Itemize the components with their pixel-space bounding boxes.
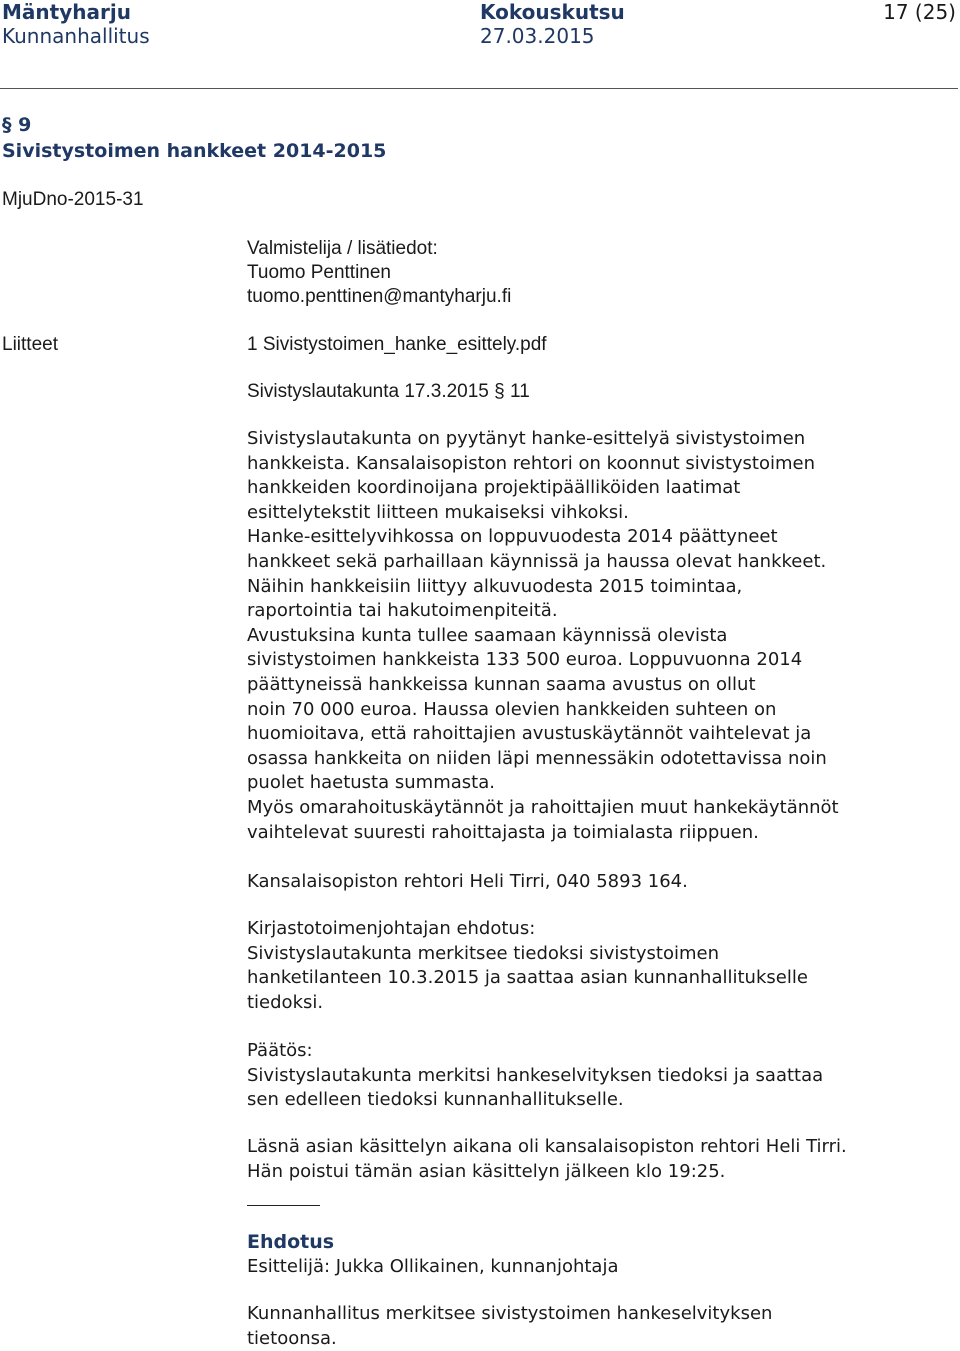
body-line: osassa hankkeita on niiden läpi mennessäkin odotettavissa noin bbox=[247, 747, 827, 769]
section-number-row bbox=[2, 112, 386, 138]
proposal-line: hanketilanteen 10.3.2015 ja saattaa asian kunnanhallitukselle bbox=[247, 967, 808, 989]
meeting-reference bbox=[247, 380, 530, 404]
preparer-label: Valmistelija / lisätiedot: bbox=[247, 238, 438, 259]
attachment-item[interactable]: 1 Sivistystoimen_hanke_esittely.pdf bbox=[247, 334, 547, 355]
preparer-email[interactable]: tuomo.penttinen@mantyharju.fi bbox=[247, 286, 512, 307]
body-paragraph bbox=[247, 427, 947, 845]
body-line: päättyneissä hankkeissa kunnan saama avustus on ollut bbox=[247, 673, 756, 695]
body-line: Avustuksina kunta tullee saamaan käynnissä olevista bbox=[247, 624, 728, 646]
presence-line: Läsnä asian käsittelyn aikana oli kansalaisopiston rehtori Heli Tirri. bbox=[247, 1136, 847, 1157]
section-heading bbox=[2, 112, 386, 164]
preparer-name: Tuomo Penttinen bbox=[247, 262, 391, 283]
decision-block bbox=[247, 1039, 947, 1113]
section-number: 9 bbox=[18, 114, 32, 136]
proposal-block bbox=[247, 917, 947, 1015]
preparer-block bbox=[247, 237, 511, 309]
proposal-text-line: Kunnanhallitus merkitsee sivistystoimen hankeselvityksen bbox=[247, 1303, 773, 1324]
meeting-reference-number: 11 bbox=[510, 381, 530, 402]
body-line: noin 70 000 euroa. Haussa olevien hankkeiden suhteen on bbox=[247, 698, 777, 720]
page-header bbox=[0, 0, 960, 88]
body-line: Näihin hankkeisiin liittyy alkuvuodesta 2015 toimintaa, bbox=[247, 575, 743, 597]
proposal-line: tiedoksi. bbox=[247, 991, 324, 1013]
body-line: esittelytekstit liitteen mukaiseksi vihkoksi. bbox=[247, 501, 629, 523]
decision-label: Päätös: bbox=[247, 1040, 313, 1061]
header-org: Mäntyharju bbox=[2, 0, 131, 24]
header-divider bbox=[0, 88, 958, 89]
header-body: Kunnanhallitus bbox=[2, 24, 150, 48]
body-line: puolet haetusta summasta. bbox=[247, 772, 495, 794]
decision-line: Sivistyslautakunta merkitsi hankeselvityksen tiedoksi ja saattaa bbox=[247, 1064, 824, 1086]
proposal-line: Sivistyslautakunta merkitsee tiedoksi sivistystoimen bbox=[247, 942, 719, 964]
body-line: hankkeista. Kansalaisopiston rehtori on koonnut sivistystoimen bbox=[247, 452, 816, 474]
meeting-reference-symbol: § bbox=[494, 381, 505, 402]
section-title: Sivistystoimen hankkeet 2014-2015 bbox=[2, 140, 387, 162]
proposal-heading: Ehdotus bbox=[247, 1231, 335, 1253]
attachments-label: Liitteet bbox=[2, 334, 58, 355]
presence-block bbox=[247, 1135, 947, 1184]
body-line: Sivistyslautakunta on pyytänyt hanke-esittelyä sivistystoimen bbox=[247, 428, 806, 449]
header-page-number: 17 (25) bbox=[883, 0, 956, 24]
body-line: huomioitava, että rahoittajien avustuskäytännöt vaihtelevat ja bbox=[247, 723, 812, 745]
decision-line: sen edelleen tiedoksi kunnanhallitukselle. bbox=[247, 1089, 624, 1111]
presenter-line: Esittelijä: Jukka Ollikainen, kunnanjohtaja bbox=[247, 1256, 619, 1277]
header-doc-type: Kokouskutsu bbox=[480, 0, 625, 24]
proposal-label: Kirjastotoimenjohtajan ehdotus: bbox=[247, 918, 536, 939]
body-line: hankkeiden koordinoijana projektipäälliköiden laatimat bbox=[247, 477, 741, 499]
meeting-reference-text: Sivistyslautakunta 17.3.2015 bbox=[247, 381, 489, 402]
proposal-text-line: tietoonsa. bbox=[247, 1327, 337, 1349]
proposal-text bbox=[247, 1302, 947, 1351]
short-divider bbox=[247, 1205, 320, 1206]
body-line: vaihtelevat suuresti rahoittajasta ja toimialasta riippuen. bbox=[247, 821, 759, 843]
body-line: raportointia tai hakutoimenpiteitä. bbox=[247, 600, 558, 622]
body-line: Myös omarahoituskäytännöt ja rahoittajien muut hankekäytännöt bbox=[247, 796, 839, 818]
body-line: hankkeet sekä parhaillaan käynnissä ja haussa olevat hankkeet. bbox=[247, 550, 827, 572]
presence-line: Hän poistui tämän asian käsittelyn jälkeen klo 19:25. bbox=[247, 1160, 726, 1182]
body-line: Hanke-esittelyvihkossa on loppuvuodesta 2014 päättyneet bbox=[247, 526, 778, 548]
diary-number: MjuDno-2015-31 bbox=[2, 189, 144, 210]
section-symbol: § bbox=[2, 114, 12, 136]
header-date: 27.03.2015 bbox=[480, 24, 595, 48]
body-line: sivistystoimen hankkeista 133 500 euroa. Loppuvuonna 2014 bbox=[247, 649, 803, 671]
contact-line: Kansalaisopiston rehtori Heli Tirri, 040 5893 164. bbox=[247, 871, 688, 892]
